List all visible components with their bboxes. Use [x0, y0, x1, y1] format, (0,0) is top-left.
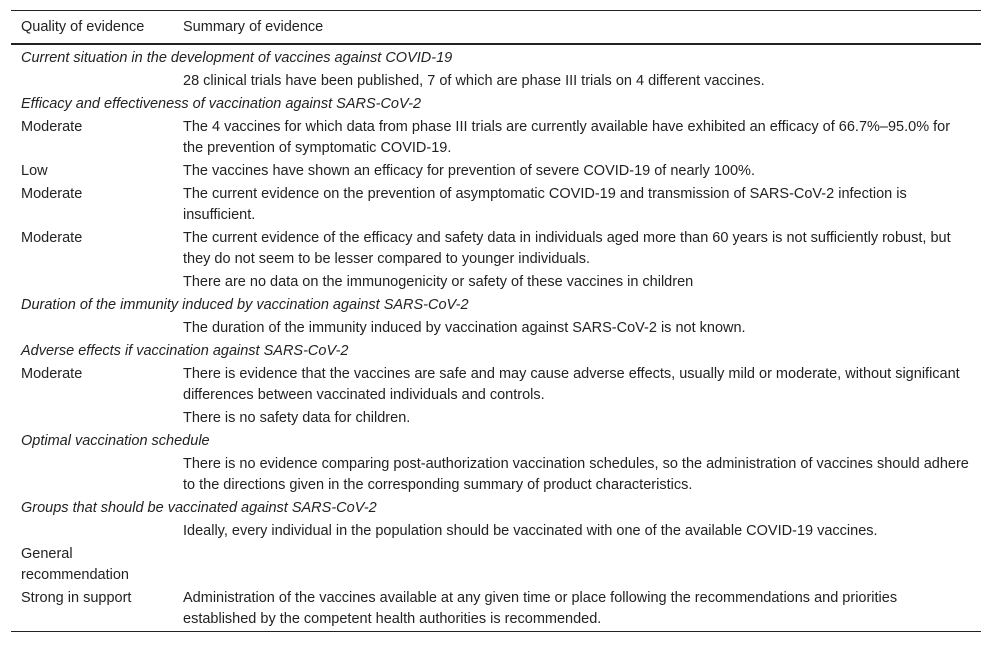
quality-cell: Moderate — [21, 186, 83, 202]
section-row — [11, 294, 981, 317]
header-summary: Summary of evidence — [183, 19, 324, 35]
table-row — [11, 70, 981, 93]
section-row — [11, 497, 981, 520]
summary-cell: There are no data on the immunogenicity or safety of these vaccines in children — [183, 274, 694, 290]
section-title: Duration of the immunity induced by vaccination against SARS-CoV-2 — [21, 297, 469, 313]
evidence-table — [11, 10, 981, 632]
table-body — [11, 44, 981, 632]
table-row — [11, 363, 981, 407]
table-row — [11, 407, 981, 430]
table-row — [11, 116, 981, 160]
table-row — [11, 160, 981, 183]
header-row — [11, 11, 981, 45]
quality-cell: Moderate — [21, 119, 83, 135]
table-row — [11, 227, 981, 271]
summary-cell: The vaccines have shown an efficacy for prevention of severe COVID-19 of nearly 100%. — [183, 163, 755, 179]
summary-cell: Ideally, every individual in the population should be vaccinated with one of the available COVID-19 vaccines. — [183, 523, 878, 539]
quality-cell — [11, 453, 173, 497]
table-row — [11, 543, 981, 587]
section-title: Groups that should be vaccinated against SARS-CoV-2 — [21, 500, 377, 516]
quality-cell — [11, 520, 173, 543]
table-row — [11, 587, 981, 632]
quality-cell: General recommendation — [21, 546, 129, 583]
summary-cell: The duration of the immunity induced by vaccination against SARS-CoV-2 is not known. — [183, 320, 746, 336]
quality-cell — [11, 317, 173, 340]
quality-cell: Low — [21, 163, 48, 179]
summary-cell: There is no evidence comparing post-authorization vaccination schedules, so the administration of vaccines should adhere to the directions given in the corresponding summary of product characteristics. — [183, 456, 969, 493]
section-row — [11, 340, 981, 363]
section-row — [11, 93, 981, 116]
header-quality: Quality of evidence — [21, 19, 145, 35]
table-header — [11, 11, 981, 45]
evidence-table-container — [11, 10, 981, 632]
quality-cell — [11, 271, 173, 294]
summary-cell: The current evidence on the prevention of asymptomatic COVID-19 and transmission of SARS-CoV-2 infection is insufficient. — [183, 186, 907, 223]
section-row — [11, 44, 981, 70]
quality-cell — [11, 70, 173, 93]
summary-cell: Administration of the vaccines available at any given time or place following the recommendations and priorities established by the competent health authorities is recommended. — [183, 590, 898, 627]
summary-cell: 28 clinical trials have been published, 7 of which are phase III trials on 4 different vaccines. — [183, 73, 765, 89]
section-title: Current situation in the development of vaccines against COVID-19 — [21, 50, 453, 66]
section-title: Optimal vaccination schedule — [21, 433, 210, 449]
quality-cell: Strong in support — [21, 590, 132, 606]
summary-cell — [173, 543, 981, 587]
quality-cell — [11, 407, 173, 430]
section-title: Adverse effects if vaccination against SARS-CoV-2 — [21, 343, 349, 359]
section-row — [11, 430, 981, 453]
table-row — [11, 271, 981, 294]
summary-cell: There is no safety data for children. — [183, 410, 411, 426]
summary-cell: The current evidence of the efficacy and safety data in individuals aged more than 60 years is not sufficiently robust, but they do not seem to be lesser compared to younger individuals. — [183, 230, 951, 267]
table-row — [11, 453, 981, 497]
quality-cell: Moderate — [21, 230, 83, 246]
section-title: Efficacy and effectiveness of vaccination against SARS-CoV-2 — [21, 96, 422, 112]
table-row — [11, 520, 981, 543]
summary-cell: The 4 vaccines for which data from phase III trials are currently available have exhibited an efficacy of 66.7%–95.0% for the prevention of symptomatic COVID-19. — [183, 119, 951, 156]
table-row — [11, 317, 981, 340]
quality-cell: Moderate — [21, 366, 83, 382]
table-row — [11, 183, 981, 227]
summary-cell: There is evidence that the vaccines are safe and may cause adverse effects, usually mild or moderate, without significant differences between vaccinated individuals and controls. — [183, 366, 960, 403]
